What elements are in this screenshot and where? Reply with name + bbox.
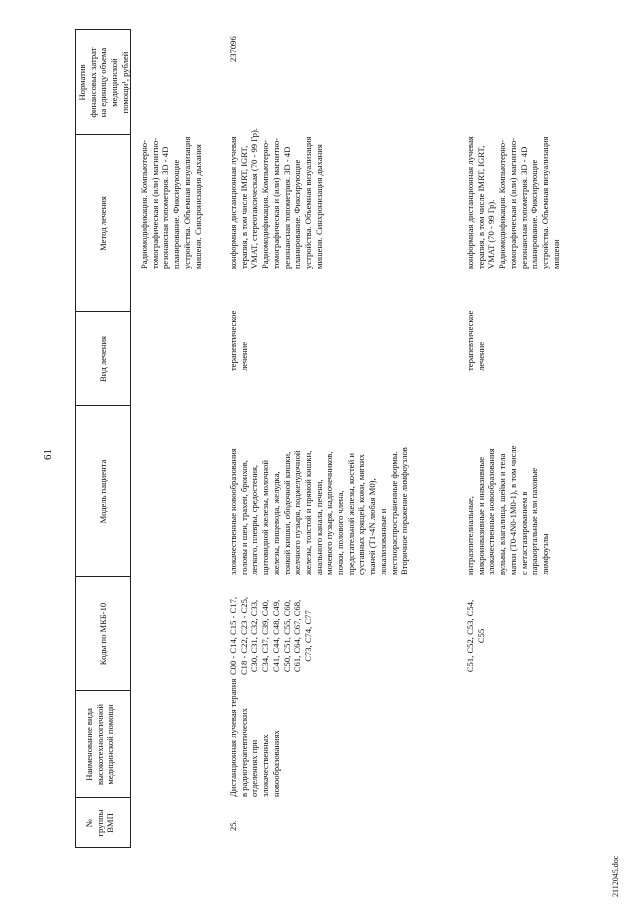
header-treatment-kind: Вид лечения — [98, 335, 108, 383]
row-3-patient-model: интраэпителиальные, микроинвазивные и инвазивные злокачественные новообразования вульвы, влагалища, шейки и тела матки (T0-4N0-1M0-1), в том числе с метастазированием в парааортальные или паховые лимфоузлы — [465, 445, 550, 575]
header-bottom-border — [130, 30, 131, 848]
row-2-patient-model: злокачественные новообразования головы и шеи, трахеи, бронхов, легкого, плевры, средостения, щитовидной железы, молочной железы, пищевода, желудка, тонкой кишки, ободочной кишки, желчного пузыря, поджелудочной железы, толстой и прямой кишки, анального канала, печени, мочевого пузыря, надпочечников, почки, полового члена, предстательной железы, костей и суставных хрящей, кожи, мягких тканей (T1-4N любая M0), локализованные и местнораспространенные формы. Вторичное поражение лимфоузлов — [228, 447, 410, 575]
header-icd-codes: Коды по МКБ-10 — [98, 602, 108, 666]
col-divider — [75, 134, 131, 135]
row-1-method: Радиомодификация. Компьютерно- томографическая и (или) магнитно- резонансная топометрия. 3D - 4D планирование. Фиксирующие устройства. Объемная визуализация мишени. Синхронизация дыхания — [139, 136, 203, 269]
col-divider — [75, 690, 131, 691]
page-number: 61 — [42, 449, 54, 460]
row-2-treatment-method: конформная дистанционная лучевая терапия, в том числе IMRT, IGRT, VMAT, стереотаксическая (70 - 99 Гр). Радиомодификация. Компьютерно- томографическая и (или) магнитно- резонансная топометрия. 3D - 4D планирование. Фиксирующие устройства. Объемная визуализация мишени. Синхронизация дыхания — [228, 128, 324, 269]
table-top-border — [75, 30, 76, 848]
row-2-treatment-kind: терапевтическое лечение — [228, 310, 249, 371]
col-divider — [75, 797, 131, 798]
row-3-treatment-method: конформная дистанционная лучевая терапия, в том числе IMRT, IGRT, VMAT (70 - 99 Гр). Радиомодификация. Компьютерно- томографическая и (или) магнитно- резонансная топометрия. 3D - 4D планирование. Фиксирующие устройства. Объемная визуализация мишени — [465, 136, 561, 269]
header-patient-model: Модель пациента — [98, 459, 108, 524]
col-divider — [75, 576, 131, 577]
col-divider — [75, 405, 131, 406]
table-right-border — [75, 29, 131, 30]
row-2-vmp-name: Дистанционная лучевая терапия в радиотерапевтических отделениях при злокачественных новообразованиях — [228, 678, 281, 797]
header-vmp-name: Наименование вида высокотехнологичной медицинской помощи — [84, 704, 116, 785]
row-3-icd-codes: C51, C52, C53, C54, C55 — [465, 599, 486, 673]
footer-filename: 2112045.doc — [611, 855, 620, 897]
table-left-border — [75, 847, 131, 848]
header-group-number: № группы ВМП — [84, 809, 116, 837]
row-3-treatment-kind: терапевтическое лечение — [465, 310, 486, 371]
col-divider — [75, 311, 131, 312]
row-2-number: 25. — [228, 820, 238, 831]
row-2-cost: 237096 — [228, 36, 238, 62]
row-2-icd-codes: C00 - C14, C15 - C17, C18 - C22, C23 - C25, C30, C31, C32, C33, C34, C37, C39, C40, C41, C44, C48, C49, C50, C51, C55, C60, C61, C64, C67, C68, C73, C74, C77 — [228, 596, 313, 676]
header-treatment-method: Метод лечения — [98, 196, 108, 251]
header-cost-norm: Норматив финансовых затрат на единицу объема медицинской помощи¹, рублей — [77, 47, 130, 118]
